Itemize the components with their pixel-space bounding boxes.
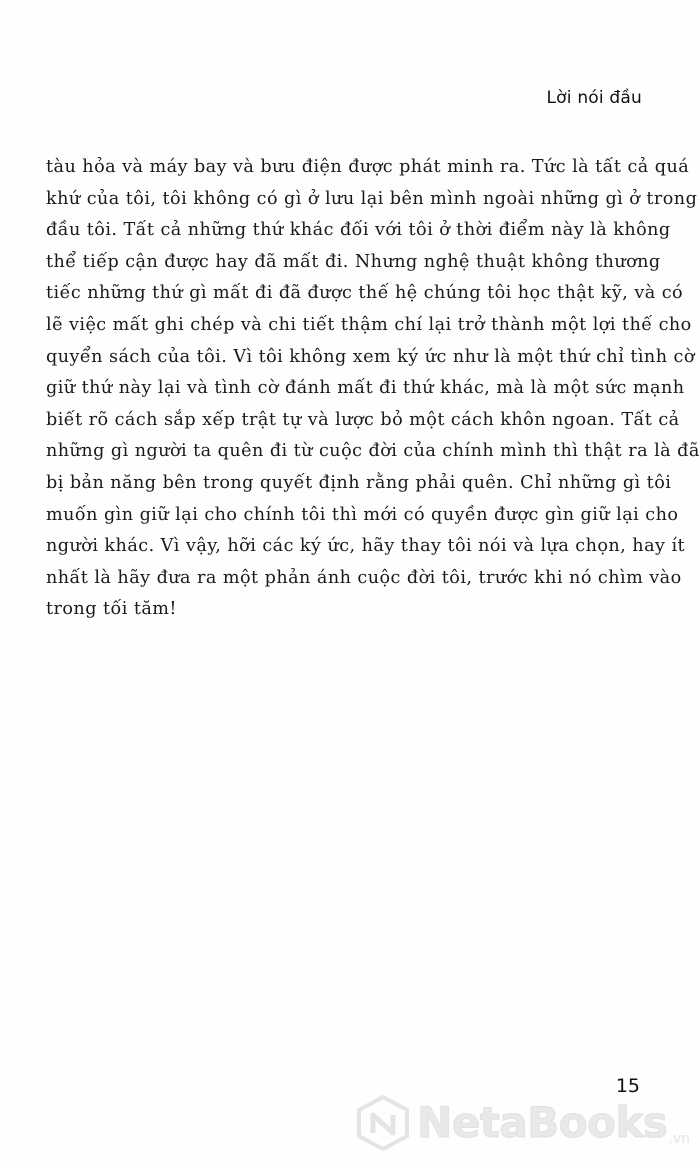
- text-line: đầu tôi. Tất cả những thứ khác đối với tôi ở thời điểm này là không: [46, 220, 671, 241]
- text-line: những gì người ta quên đi từ cuộc đời của chính mình thì thật ra là đã: [46, 441, 700, 462]
- text-line: trong tối tăm!: [46, 599, 177, 620]
- text-line: người khác. Vì vậy, hỡi các ký ức, hãy thay tôi nói và lựa chọn, hay ít: [46, 536, 686, 557]
- text-line: thể tiếp cận được hay đã mất đi. Nhưng nghệ thuật không thương: [46, 251, 661, 272]
- text-line: muốn gìn giữ lại cho chính tôi thì mới có quyền được gìn giữ lại cho: [46, 504, 679, 525]
- text-line: bị bản năng bên trong quyết định rằng phải quên. Chỉ những gì tôi: [46, 472, 672, 493]
- text-line: khứ của tôi, tôi không có gì ở lưu lại bên mình ngoài những gì ở trong: [46, 188, 698, 209]
- watermark-brand: NetaBooks: [417, 1098, 668, 1147]
- page-number: 15: [615, 1075, 640, 1097]
- watermark-domain-suffix: .vn: [668, 1131, 690, 1147]
- text-line: tiếc những thứ gì mất đi đã được thế hệ chúng tôi học thật kỹ, và có: [46, 283, 684, 304]
- netabooks-logo-icon: [355, 1095, 411, 1151]
- text-line: quyển sách của tôi. Vì tôi không xem ký ức như là một thứ chỉ tình cờ: [46, 346, 695, 367]
- text-line: biết rõ cách sắp xếp trật tự và lược bỏ một cách khôn ngoan. Tất cả: [46, 409, 680, 430]
- text-line: nhất là hãy đưa ra một phản ánh cuộc đời tôi, trước khi nó chìm vào: [46, 567, 682, 588]
- watermark: [355, 1095, 690, 1151]
- chapter-title-header: Lời nói đầu: [546, 88, 642, 108]
- text-line: lẽ việc mất ghi chép và chi tiết thậm chí lại trở thành một lợi thế cho: [46, 314, 692, 335]
- text-line: giữ thứ này lại và tình cờ đánh mất đi thứ khác, mà là một sức mạnh: [46, 378, 685, 399]
- text-line: tàu hỏa và máy bay và bưu điện được phát minh ra. Tức là tất cả quá: [46, 157, 690, 177]
- body-paragraph: [46, 152, 700, 626]
